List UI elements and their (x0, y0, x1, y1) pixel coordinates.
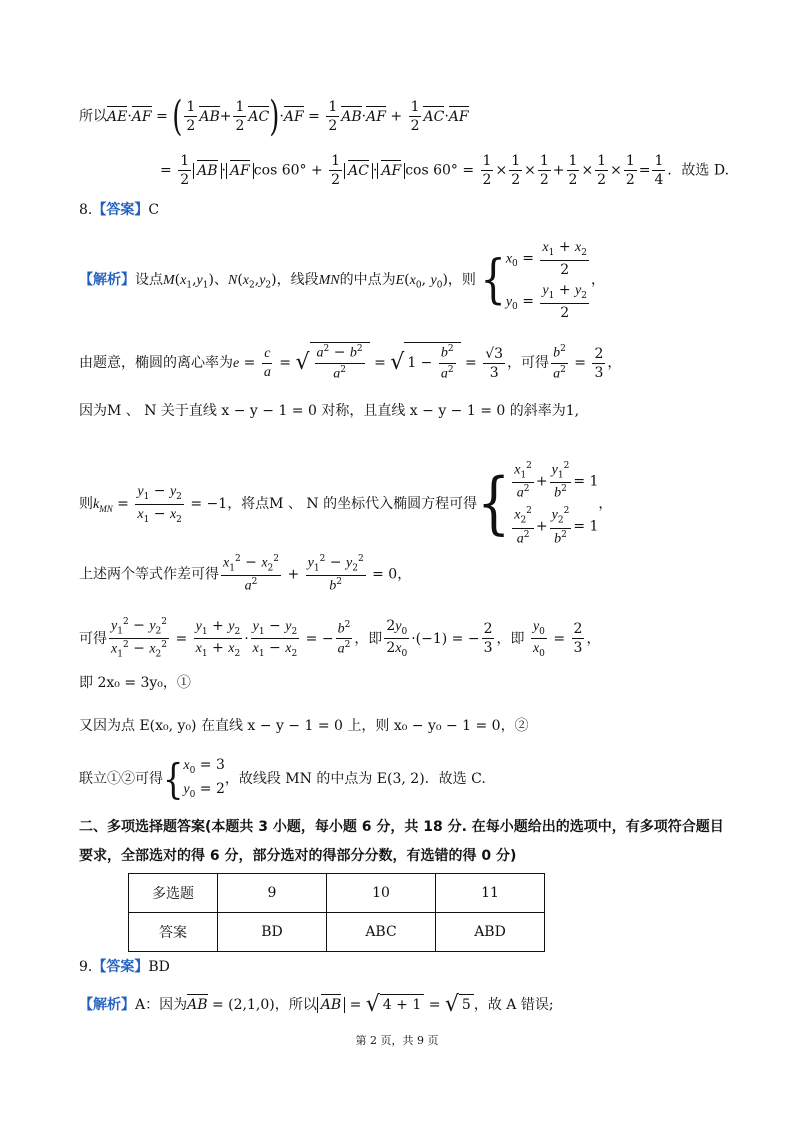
q8-analysis-line-9: 联立①②可得{ $x_0 = 3$ $y_0 = 2$ ，故线段 MN 的中点为 E(3, 2)．故选 C. (79, 754, 486, 804)
answer-tag: 【答案】 (92, 959, 149, 975)
q8-l4-a: 则 (79, 496, 93, 513)
table-cell: 10 (327, 874, 436, 913)
q9-analysis-line-1: 【解析】A：因为AB = (2,1,0)，所以 AB = √ 4 + 1 = √ 5 ，故 A 错误; (79, 992, 554, 1017)
q8-l1-a: 设点 (135, 271, 163, 288)
table-cell: 多选题 (129, 874, 218, 913)
table-row (129, 874, 545, 913)
vector-equation-line-2: = $\frac{1}{2}$ AB · AF cos 60° + $\frac{1}{2}$ AC · AF cos 60° = $\frac{1}{2}$ × $\frac{1}{2}$ × $\frac{1}{2}$ + $\frac{1}{2}$ × $\frac{1}{2}$ × $\frac{1}{2}$ = $\frac{1}{4}$ ．故选 D. (160, 153, 730, 188)
table-cell: 11 (436, 874, 545, 913)
q8-l1-e: ，则 (447, 271, 476, 288)
q8-l9-a: 联立①②可得 (79, 770, 163, 787)
q8-analysis-line-2: 由题意，椭圆的离心率为e = $\frac{c}{a}$ = √ $\frac{a^2 - b^2}{a^2}$ = √ 1 − $\frac{b^2}{a^2}$ = $\frac{√3}{3}$ ，可得 $\frac{b^2}{a^2}$ = $\frac{2}{3}$ ， (79, 344, 622, 382)
q8-l6-a: 可得 (79, 630, 107, 647)
q9-label: 9. (79, 959, 93, 975)
section-2-heading-line-2: 要求，全部选对的得 6 分，部分选对的得部分分数，有选错的得 0 分) (79, 848, 517, 864)
q8-label: 8. (79, 202, 93, 218)
answer-tag: 【答案】 (92, 202, 149, 218)
line1-prefix: 所以 (79, 108, 107, 125)
q8-answer-line (79, 203, 159, 217)
page-footer: 第 2 页，共 9 页 (355, 1034, 439, 1047)
table-cell: ABD (436, 913, 545, 952)
q8-analysis-line-5: 上述两个等式作差可得 $\frac{x_1^2 - x_2^2}{a^2}$ + $\frac{y_1^2 - y_2^2}{b^2}$ = 0， (79, 554, 412, 595)
analysis-tag: 【解析】 (79, 271, 135, 288)
q8-l1-b: 、 (213, 271, 228, 288)
q8-l2-a: 由题意，椭圆的离心率为 (79, 355, 233, 372)
q8-answer: C (148, 202, 160, 218)
q8-analysis-line-8: 又因为点 E(x₀, y₀) 在直线 x − y − 1 = 0 上，则 x₀ − y₀ − 1 = 0，② (79, 718, 529, 734)
q8-analysis-line-6: 可得 $\frac{y_1^2 - y_2^2}{x_1^2 - x_2^2}$ = $\frac{y_1 + y_2}{x_1 + x_2}$ · $\frac{y_1 - y_2}{x_1 - x_2}$ = − $\frac{b^2}{a^2}$ ，即 $\frac{2y_0}{2x_0}$ ·(−1) = − $\frac{2}{3}$ ，即 $\frac{y_0}{x_0}$ = $\frac{2}{3}$ ， (79, 617, 601, 660)
answer-table (128, 873, 545, 952)
table-cell: 9 (218, 874, 327, 913)
q9-l1-b: ，所以 (274, 997, 317, 1013)
q9-answer-line (79, 960, 170, 974)
q8-analysis-line-1: 【解析】设点$M(x_1,y_1)$、$N(x_2,y_2)$，线段MN的中点为$E(x_0$, $y_0$)，则 { $x_0$ = $\frac{x_1 + x_2}{2}$ $y_0$ = $\frac{y_1 + y_2}{2}$ ， (79, 239, 605, 321)
table-row (129, 913, 545, 952)
q9-answer: BD (148, 959, 170, 975)
q8-l5-a: 上述两个等式作差可得 (79, 566, 219, 583)
q8-l4-b: ，将点M 、 N 的坐标代入椭圆方程可得 (227, 496, 478, 513)
table-cell: 答案 (129, 913, 218, 952)
q8-analysis-line-3: 因为M 、 N 关于直线 x − y − 1 = 0 对称，且直线 x − y − 1 = 0 的斜率为1, (79, 403, 580, 419)
q9-l1-a: A：因为 (135, 997, 188, 1013)
q8-l6-b: ，即 (354, 630, 383, 647)
q8-l1-d: 的中点为 (339, 271, 396, 288)
q8-analysis-line-7: 即 2x₀ = 3y₀，① (79, 675, 191, 691)
q8-l9-b: ，故线段 MN 的中点为 E(3, 2)．故选 C. (224, 770, 486, 787)
analysis-tag: 【解析】 (79, 997, 135, 1013)
table-cell: BD (218, 913, 327, 952)
q8-l2-b: ，可得 (507, 355, 550, 372)
line2-suffix: ．故选 D. (667, 162, 730, 179)
vector-equation-line-1: 所以AE·AF = ( $\frac{1}{2}$ AB+ $\frac{1}{2}$ AC)·AF = $\frac{1}{2}$ AB·AF + $\frac{1}{2}$ AC·AF (79, 92, 469, 141)
section-2-heading-line-1: 二、多项选择题答案(本题共 3 小题，每小题 6 分，共 18 分. 在每小题给出的选项中，有多项符合题目 (79, 819, 724, 835)
q8-analysis-line-4: 则$k_{MN}$ = $\frac{y_1 - y_2}{x_1 - x_2}$ = −1，将点M 、 N 的坐标代入椭圆方程可得{ $\frac{x_1^2}{a^2}$ + $\frac{y_1^2}{b^2}$ = 1 $\frac{x_2^2}{a^2}$ + $\frac{y_2^2}{b^2}$ = 1 ， (79, 461, 613, 547)
q9-l1-c: ，故 A 错误; (473, 997, 554, 1013)
q8-l1-c: ，线段 (276, 271, 319, 288)
table-cell: ABC (327, 913, 436, 952)
